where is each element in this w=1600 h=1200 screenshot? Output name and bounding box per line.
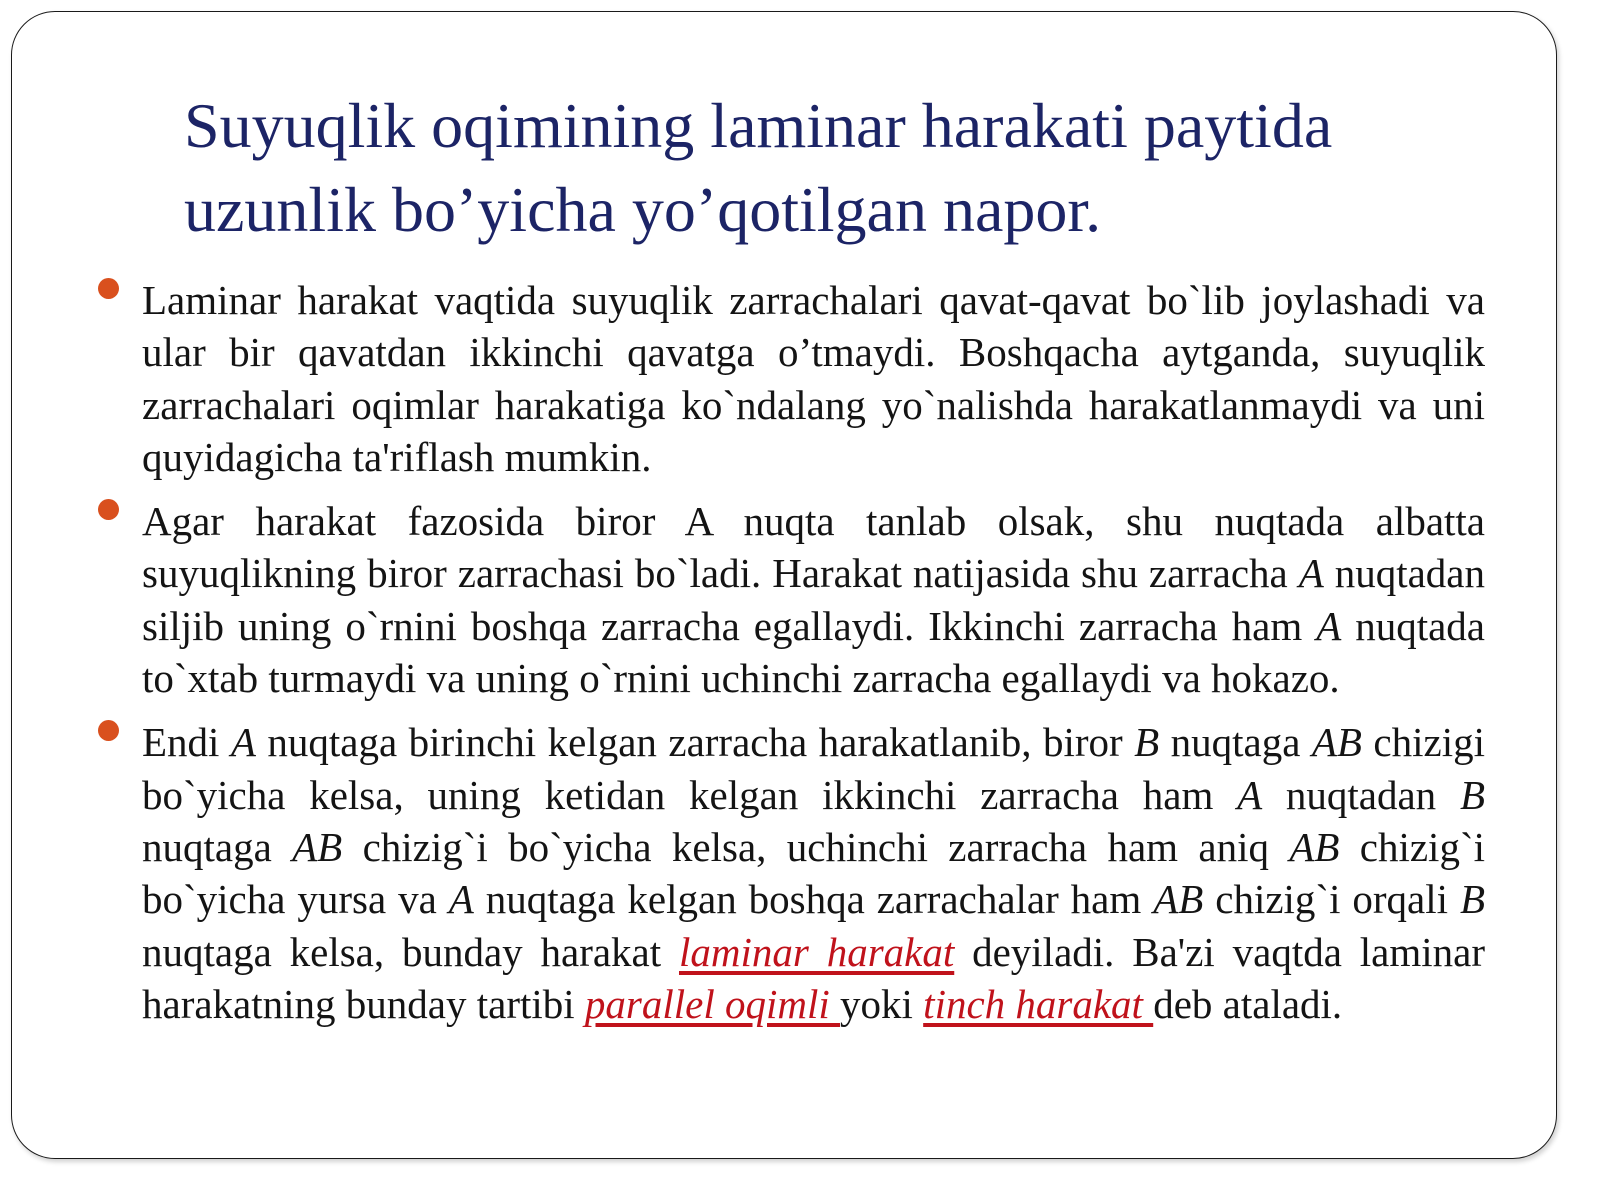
point-label: A — [230, 719, 256, 766]
bullet-text: nuqtaga kelgan boshqa zarrachalar ham — [473, 876, 1154, 923]
point-label: A — [448, 876, 474, 923]
slide-title — [184, 84, 1504, 252]
bullet-dot-icon — [98, 499, 119, 520]
term-tinch-harakat: tinch harakat — [923, 980, 1154, 1027]
bullet-text: chizig`i bo`yicha kelsa, uchinchi zarracha ham aniq — [342, 823, 1290, 870]
bullet-text: deb ataladi. — [1153, 980, 1343, 1027]
point-label: B — [1134, 719, 1160, 766]
term-parallel-oqimli: parallel oqimli — [584, 980, 841, 1027]
point-label: B — [1459, 876, 1486, 923]
line-label: AB — [1153, 876, 1204, 923]
bullet-item-3 — [142, 716, 1485, 1030]
bullet-text: chizig`i orqali — [1203, 876, 1460, 923]
bullet-text: nuqtaga birinchi kelgan zarracha harakatlanib, biror — [255, 719, 1135, 766]
bullet-text: nuqtadan siljib uning o`rnini boshqa zarracha egallaydi. Ikkinchi zarracha ham — [142, 550, 1485, 649]
bullet-dot-icon — [98, 278, 119, 299]
bullet-list — [142, 274, 1485, 1042]
point-label: A — [1316, 602, 1342, 649]
bullet-text: nuqtaga — [142, 823, 293, 870]
bullet-text: yoki — [840, 980, 924, 1027]
bullet-dot-icon — [98, 720, 119, 741]
point-label: A — [1237, 771, 1263, 818]
bullet-item-2 — [142, 495, 1485, 704]
bullet-item-1 — [142, 274, 1485, 483]
line-label: AB — [292, 823, 343, 870]
bullet-text: Endi — [142, 719, 231, 766]
title-line-2: uzunlik bo’yicha yo’qotilgan napor. — [184, 174, 1102, 245]
bullet-text: Laminar harakat vaqtida suyuqlik zarrachalari qavat-qavat bo`lib joylashadi va ular bir qavatdan ikkinchi qavatga o’tmaydi. Boshqacha aytganda, suyuqlik zarrachalari oqimlar harakatiga ko`ndalang yo`nalishda harakatlanmaydi va uni quyidagicha ta'riflash mumkin. — [142, 277, 1485, 480]
point-label: B — [1459, 771, 1485, 818]
line-label: AB — [1311, 719, 1362, 766]
term-laminar-harakat: laminar harakat — [679, 928, 955, 975]
bullet-text: nuqtaga kelsa, bunday harakat — [142, 928, 679, 975]
bullet-text: deyiladi. Ba'zi vaqtda laminar harakatning bunday tartibi — [142, 928, 1485, 1027]
line-label: AB — [1289, 823, 1340, 870]
slide-frame — [11, 11, 1557, 1159]
bullet-text: Agar harakat fazosida biror A nuqta tanlab olsak, shu nuqtada albatta suyuqlikning biror zarrachasi bo`ladi. Harakat natijasida shu zarracha — [142, 498, 1485, 597]
point-label: A — [1298, 550, 1324, 597]
title-line-1: Suyuqlik oqimining laminar harakati paytida — [184, 90, 1333, 161]
bullet-text: chizigi bo`yicha kelsa, uning ketidan kelgan ikkinchi zarracha ham — [142, 719, 1485, 818]
bullet-text: nuqtaga — [1159, 719, 1312, 766]
bullet-text: chizig`i bo`yicha yursa va — [142, 823, 1485, 923]
bullet-text: nuqtada to`xtab turmaydi va uning o`rnini uchinchi zarracha egallaydi va hokazo. — [142, 602, 1485, 702]
bullet-text: nuqtadan — [1262, 771, 1460, 818]
